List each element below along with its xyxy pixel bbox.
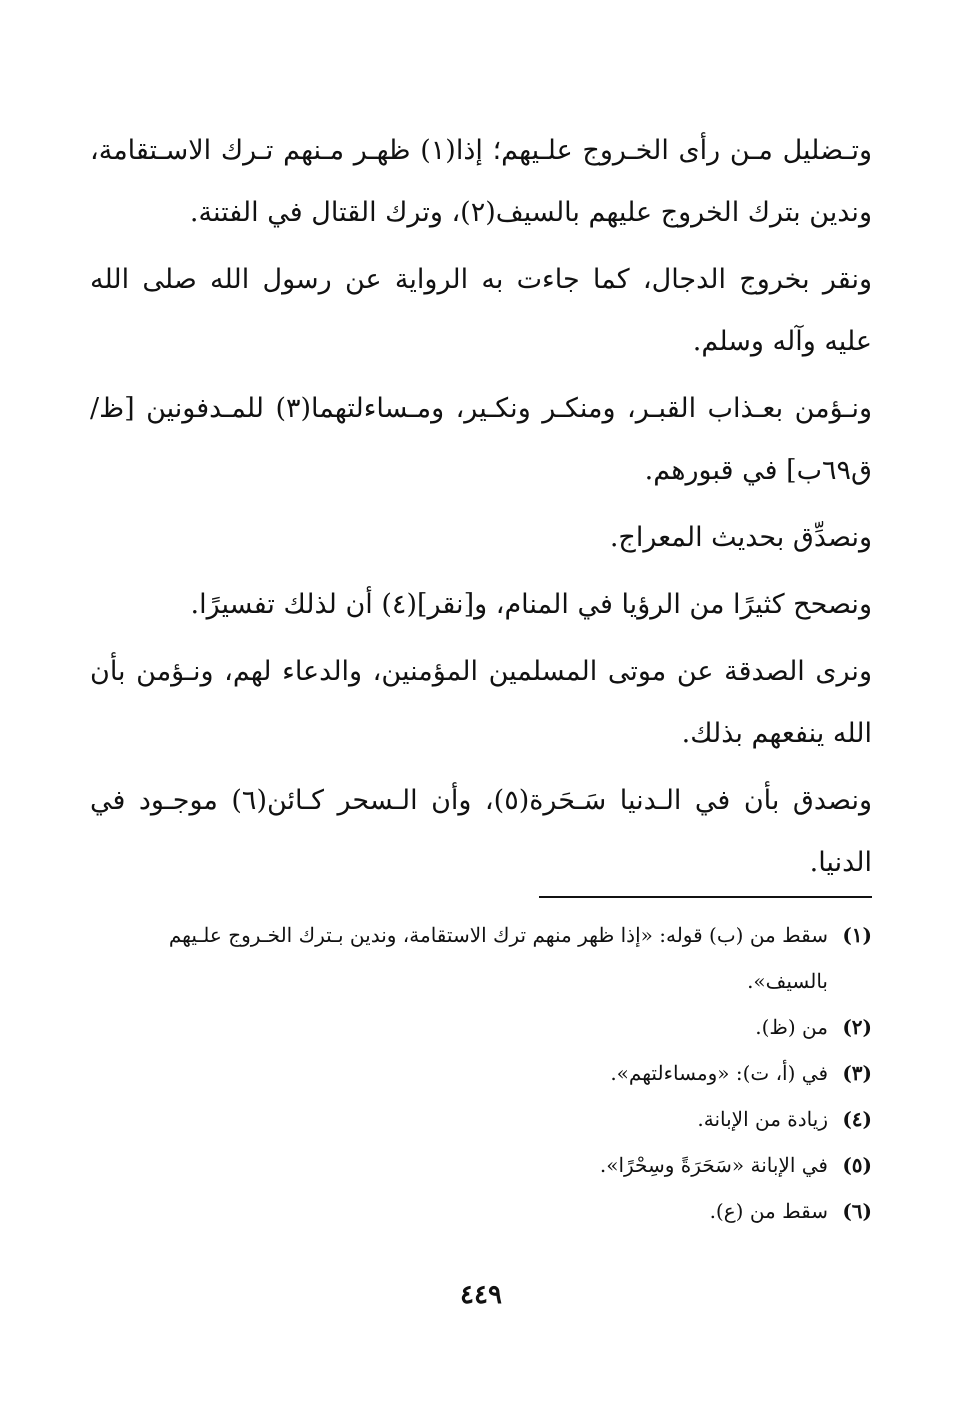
paragraph: ونصدق بأن في الـدنيا سَـحَرة(٥)، وأن الـسحر كـائن(٦) موجـود في الدنيا. bbox=[90, 785, 872, 878]
footnote-text: زيادة من الإبانة. bbox=[697, 1107, 828, 1131]
footnote bbox=[90, 1096, 872, 1142]
footnote-number: (٦) bbox=[842, 1199, 872, 1223]
footnote-number: (٥) bbox=[842, 1153, 872, 1177]
paragraph: ونصحح كثيرًا من الرؤيا في المنام، و[نقر](٤) أن لذلك تفسيرًا. bbox=[190, 589, 872, 620]
footnote-divider bbox=[539, 896, 872, 898]
footnote-number: (٣) bbox=[842, 1061, 872, 1085]
paragraph: ونرى الصدقة عن موتى المسلمين المؤمنين، والدعاء لهم، ونـؤمن بأن الله ينفعهم بذلك. bbox=[90, 656, 872, 749]
footnote bbox=[90, 912, 872, 1004]
footnote-text: سقط من (ب) قوله: «إذا ظهر منهم ترك الاستقامة، وندين بـترك الخـروج علـيهم بالسيف». bbox=[168, 923, 828, 993]
footnote-text: في (أ، ت): «ومساءلتهم». bbox=[610, 1061, 828, 1085]
footnote bbox=[90, 1188, 872, 1234]
footnote-text: سقط من (ع). bbox=[709, 1199, 828, 1223]
footnote-number: (١) bbox=[842, 923, 872, 947]
footnote-text: من (ظ). bbox=[755, 1015, 828, 1039]
paragraph: ونـؤمن بعـذاب القبـر، ومنكـر ونكـير، ومـساءلتهما(٣) للمـدفونين [ظ/ ق٦٩ب] في قبورهم. bbox=[90, 393, 872, 486]
footnote-text: في الإبانة «سَحَرَةً وسِحْرًا». bbox=[599, 1153, 828, 1177]
footnote bbox=[90, 1004, 872, 1050]
paragraph: ونقر بخروج الدجال، كما جاءت به الرواية عن رسول الله صلى الله عليه وآله وسلم. bbox=[90, 264, 872, 357]
paragraph: ونصدِّق بحديث المعراج. bbox=[609, 522, 872, 553]
page-number: ٤٤٩ bbox=[460, 1280, 502, 1310]
paragraph: وتـضليل مـن رأى الخـروج علـيهم؛ إذا(١) ظهـر مـنهم تـرك الاسـتقامة، وندين بترك الخروج عليهم بالسيف(٢)، وترك القتال في الفتنة. bbox=[90, 135, 872, 228]
footnote-number: (٤) bbox=[842, 1107, 872, 1131]
footnote bbox=[90, 1142, 872, 1188]
footnote-number: (٢) bbox=[842, 1015, 872, 1039]
main-text bbox=[90, 120, 872, 899]
footnote bbox=[90, 1050, 872, 1096]
footnotes bbox=[90, 912, 872, 1234]
